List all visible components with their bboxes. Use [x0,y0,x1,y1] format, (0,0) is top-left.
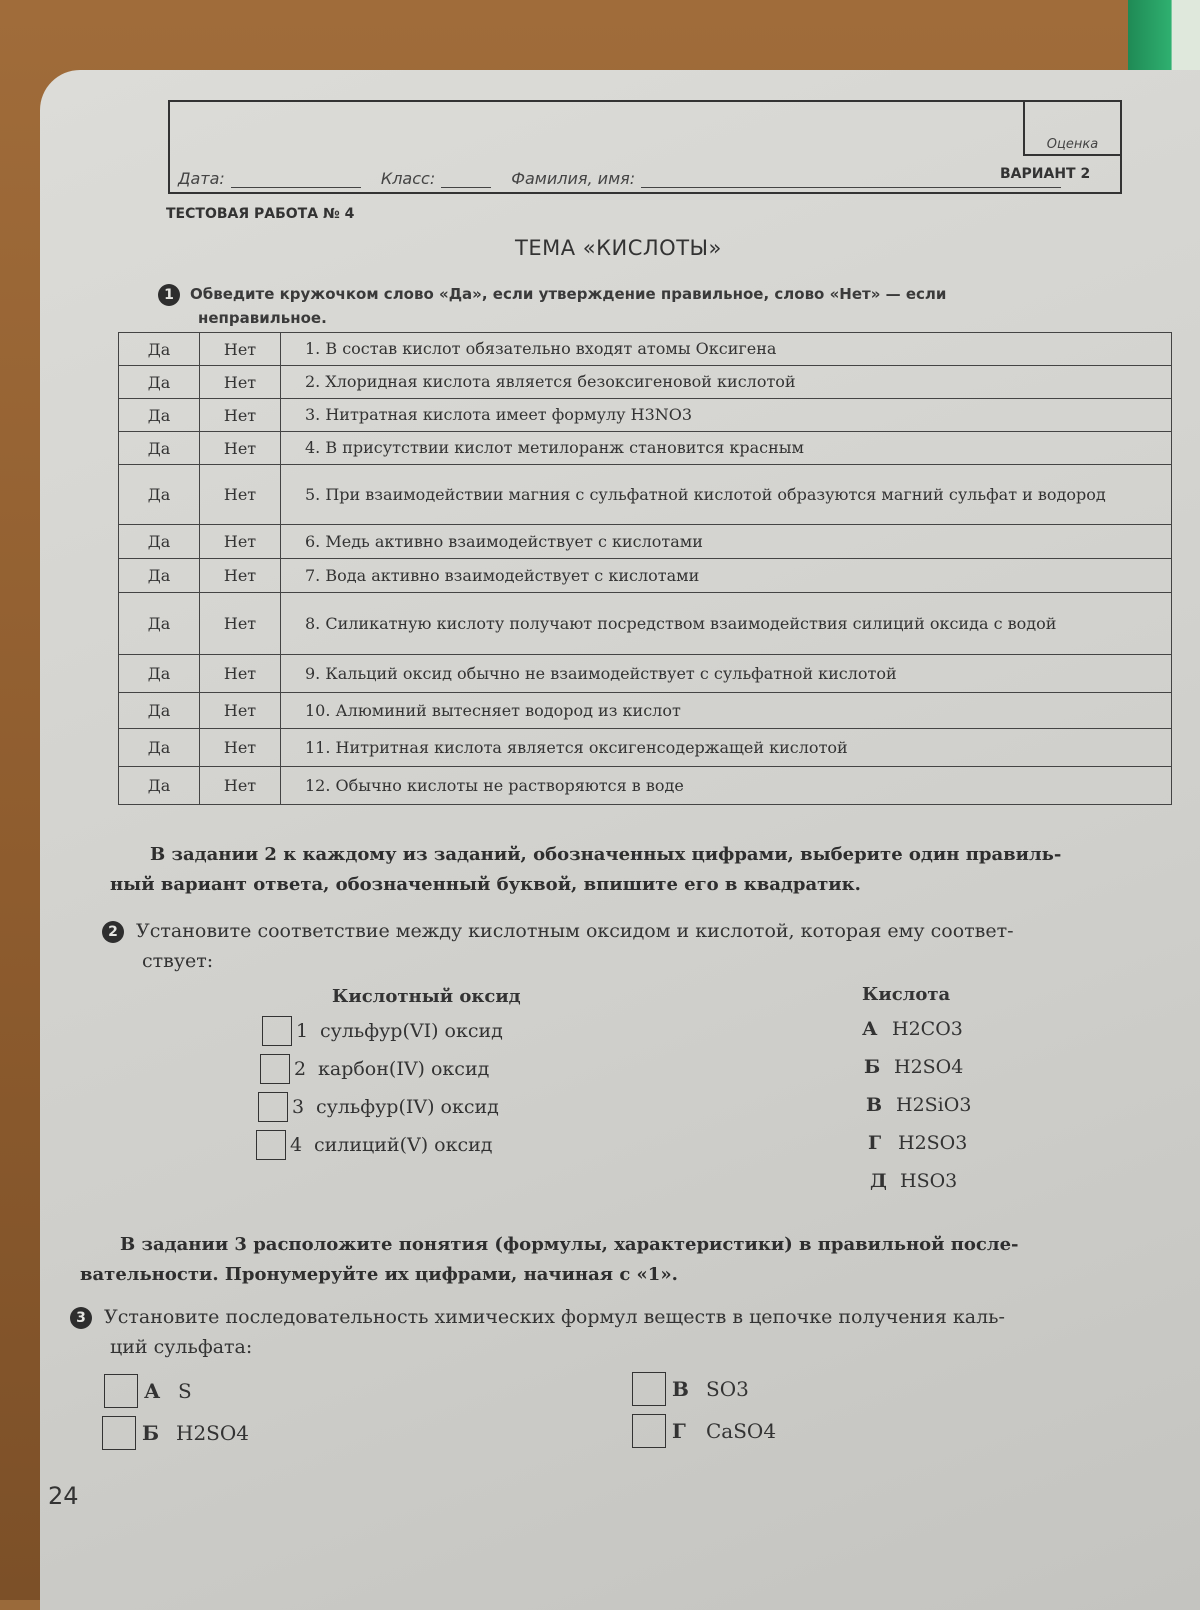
oxide-number: 4 [290,1134,303,1156]
acid-letter: Д [870,1170,887,1192]
statement: 8. Силикатную кислоту получают посредством взаимодействия силиций оксида с водой [281,593,1172,655]
table-row [119,693,1172,729]
table-row [119,729,1172,767]
grade-box [1023,102,1120,156]
answer-box[interactable] [632,1372,666,1406]
work-title: ТЕСТОВАЯ РАБОТА № 4 [166,206,355,222]
table-row [119,559,1172,593]
yes-no-table [118,332,1172,805]
no-option[interactable]: Нет [200,333,281,366]
yes-option[interactable]: Да [119,465,200,525]
acid-formula: H2SO4 [894,1056,964,1078]
table-row [119,333,1172,366]
sequence-item [632,1372,749,1406]
answer-box[interactable] [632,1414,666,1448]
oxide-column-header: Кислотный оксид [332,986,521,1007]
item-letter: Г [672,1419,686,1443]
task3-text-line1: Установите последовательность химических формул веществ в цепочке получения каль- [104,1306,1005,1328]
task3-number: 3 [70,1307,92,1329]
acid-letter: В [866,1094,883,1116]
task3-prompt [70,1302,1190,1362]
item-formula: SO3 [706,1377,749,1401]
no-option[interactable]: Нет [200,366,281,399]
variant-label: ВАРИАНТ 2 [1000,166,1091,182]
yes-option[interactable]: Да [119,693,200,729]
date-field[interactable] [231,169,361,188]
sequence-item [104,1374,192,1408]
answer-box[interactable] [104,1374,138,1408]
item-letter: А [144,1379,161,1403]
task1-number: 1 [158,284,180,306]
item-formula: S [178,1379,192,1403]
statement: 5. При взаимодействии магния с сульфатной кислотой образуются магний сульфат и водород [281,465,1172,525]
table-row [119,465,1172,525]
statement: 11. Нитритная кислота является оксигенсодержащей кислотой [281,729,1172,767]
topic-title: ТЕМА «КИСЛОТЫ» [515,236,722,260]
yes-option[interactable]: Да [119,559,200,593]
statement: 10. Алюминий вытесняет водород из кислот [281,693,1172,729]
class-field[interactable] [441,169,491,188]
acid-letter: Г [868,1132,882,1154]
task1-text-line1: Обведите кружочком слово «Да», если утверждение правильное, слово «Нет» — если [190,285,947,303]
statement: 12. Обычно кислоты не растворяются в воде [281,767,1172,805]
yes-option[interactable]: Да [119,333,200,366]
oxide-name: сульфур(IV) оксид [316,1096,499,1118]
instruction2-line1: В задании 2 к каждому из заданий, обозначенных цифрами, выберите один правиль- [150,844,1062,865]
answer-box[interactable] [258,1092,288,1122]
table-row [119,525,1172,559]
statement: 9. Кальций оксид обычно не взаимодействует с сульфатной кислотой [281,655,1172,693]
acid-option [864,1056,963,1078]
no-option[interactable]: Нет [200,432,281,465]
date-label: Дата: [178,169,225,188]
sequence-item [102,1416,249,1450]
oxide-number: 1 [296,1020,309,1042]
no-option[interactable]: Нет [200,693,281,729]
instruction3-line2: вательности. Пронумеруйте их цифрами, начиная с «1». [80,1264,678,1285]
yes-option[interactable]: Да [119,366,200,399]
oxide-row [258,1092,499,1122]
item-letter: Б [142,1421,160,1445]
page-number: 24 [48,1482,79,1510]
acid-option [868,1132,967,1154]
answer-box[interactable] [102,1416,136,1450]
table-row [119,655,1172,693]
statement: 6. Медь активно взаимодействует с кислотами [281,525,1172,559]
statement: 4. В присутствии кислот метилоранж становится красным [281,432,1172,465]
name-label: Фамилия, имя: [511,169,636,188]
instruction3-line1: В задании 3 расположите понятия (формулы, характеристики) в правильной после- [120,1234,1019,1255]
task2-number: 2 [102,921,124,943]
no-option[interactable]: Нет [200,729,281,767]
acid-formula: H2SO3 [898,1132,968,1154]
acid-letter: Б [864,1056,881,1078]
statement: 1. В состав кислот обязательно входят атомы Оксигена [281,333,1172,366]
yes-option[interactable]: Да [119,593,200,655]
instruction-task3 [80,1230,1200,1290]
answer-box[interactable] [260,1054,290,1084]
answer-box[interactable] [262,1016,292,1046]
task3-text-line2: ций сульфата: [110,1336,253,1358]
oxide-row [256,1130,493,1160]
workbook-page [40,70,1200,1610]
task2-prompt [102,916,1200,976]
statement: 7. Вода активно взаимодействует с кислотами [281,559,1172,593]
item-letter: В [672,1377,689,1401]
class-label: Класс: [380,169,436,188]
acid-formula: H2CO3 [892,1018,963,1040]
statement: 2. Хлоридная кислота является безоксигеновой кислотой [281,366,1172,399]
no-option[interactable]: Нет [200,655,281,693]
instruction2-line2: ный вариант ответа, обозначенный буквой, впишите его в квадратик. [110,874,861,895]
no-option[interactable]: Нет [200,399,281,432]
task1-prompt [158,282,1118,330]
oxide-row [260,1054,489,1084]
header-box [168,100,1122,194]
statement: 3. Нитратная кислота имеет формулу H3NO3 [281,399,1172,432]
item-formula: CaSO4 [706,1419,777,1443]
yes-option[interactable]: Да [119,432,200,465]
acid-column-header: Кислота [862,984,951,1005]
oxide-row [262,1016,503,1046]
table-row [119,767,1172,805]
no-option[interactable]: Нет [200,559,281,593]
acid-formula: HSO3 [900,1170,958,1192]
acid-option [862,1018,963,1040]
no-option[interactable]: Нет [200,465,281,525]
oxide-name: силиций(V) оксид [314,1134,493,1156]
yes-option[interactable]: Да [119,655,200,693]
task2-text-line1: Установите соответствие между кислотным оксидом и кислотой, которая ему соответ- [136,920,1014,942]
acid-letter: А [862,1018,878,1040]
no-option[interactable]: Нет [200,593,281,655]
table-row [119,366,1172,399]
oxide-name: карбон(IV) оксид [318,1058,490,1080]
table-row [119,399,1172,432]
instruction-task2 [110,840,1200,900]
yes-option[interactable]: Да [119,525,200,559]
table-row [119,432,1172,465]
oxide-name: сульфур(VI) оксид [320,1020,503,1042]
acid-option [870,1170,957,1192]
item-formula: H2SO4 [176,1421,249,1445]
oxide-number: 2 [294,1058,307,1080]
no-option[interactable]: Нет [200,767,281,805]
yes-option[interactable]: Да [119,729,200,767]
sequence-item [632,1414,776,1448]
grade-label: Оценка [1046,137,1099,152]
task1-text-line2: неправильное. [198,309,327,327]
task2-text-line2: ствует: [142,950,214,972]
header-fields [178,158,1112,188]
no-option[interactable]: Нет [200,525,281,559]
name-field[interactable] [641,169,1061,188]
yes-option[interactable]: Да [119,767,200,805]
answer-box[interactable] [256,1130,286,1160]
acid-option [866,1094,971,1116]
table-row [119,593,1172,655]
oxide-number: 3 [292,1096,305,1118]
acid-formula: H2SiO3 [896,1094,972,1116]
yes-option[interactable]: Да [119,399,200,432]
